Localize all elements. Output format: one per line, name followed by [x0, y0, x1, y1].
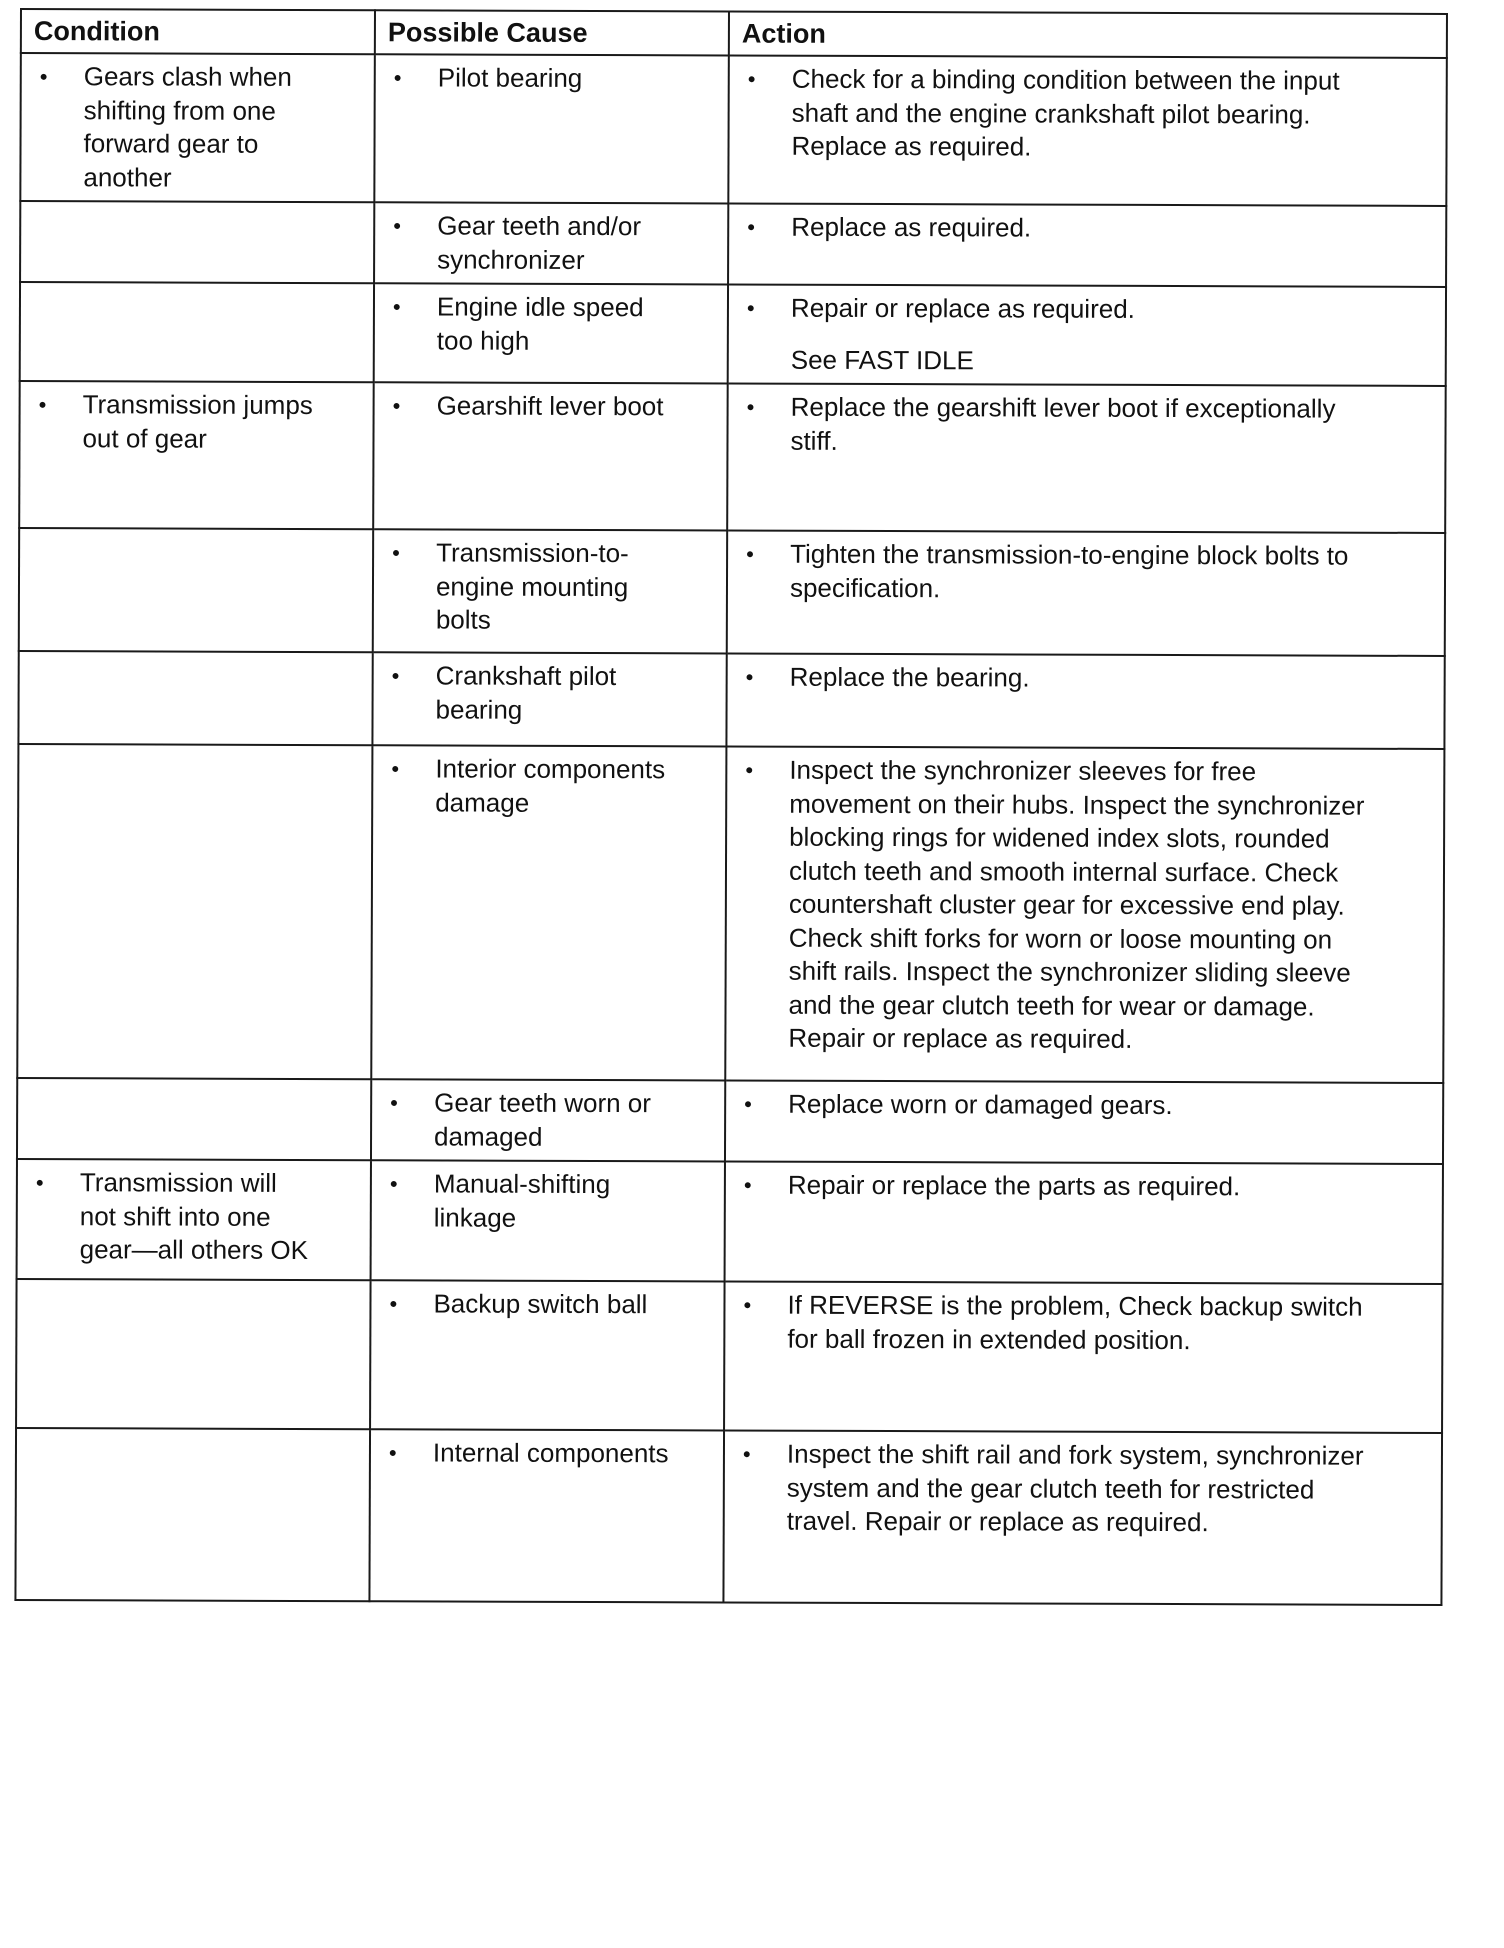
table-row: [15, 1428, 1442, 1605]
possible-cause-cell: [370, 1280, 725, 1430]
header-condition: Condition: [21, 9, 375, 54]
possible-cause-cell: [369, 1429, 724, 1602]
bullet-icon: •: [746, 541, 754, 567]
possible-cause-text: Gear teeth worn or damaged: [434, 1087, 652, 1152]
possible-cause-cell: [373, 529, 727, 653]
condition-item: [33, 60, 361, 195]
action-text: If REVERSE is the problem, Check backup switch for ball frozen in extended position.: [787, 1289, 1363, 1355]
bullet-icon: •: [391, 663, 400, 689]
action-item: [737, 1289, 1429, 1358]
condition-cell: [20, 282, 374, 382]
condition-cell: [20, 53, 375, 202]
action-text: Replace worn or damaged gears.: [788, 1088, 1173, 1121]
possible-cause-cell: [371, 1079, 725, 1161]
action-cell: [723, 1430, 1442, 1605]
possible-cause-text: Gearshift lever boot: [436, 390, 664, 422]
action-item: [740, 538, 1432, 607]
condition-cell: [17, 1078, 371, 1160]
bullet-icon: •: [389, 1171, 398, 1197]
action-cell: [726, 653, 1444, 749]
action-cell: [725, 1161, 1443, 1284]
action-cell: [725, 1080, 1443, 1164]
possible-cause-text: Crankshaft pilot bearing: [435, 660, 617, 725]
condition-cell: [16, 1279, 371, 1429]
possible-cause-item: [384, 1086, 712, 1154]
action-see-note: See FAST IDLE: [790, 344, 974, 375]
possible-cause-item: [387, 389, 715, 424]
possible-cause-text: Gear teeth and/or synchronizer: [437, 210, 642, 275]
possible-cause-cell: [371, 745, 726, 1080]
bullet-icon: •: [35, 1170, 44, 1196]
possible-cause-text: Engine idle speed too high: [436, 291, 644, 356]
table-row: [16, 1279, 1443, 1433]
bullet-icon: •: [743, 1292, 752, 1318]
possible-cause-item: [385, 659, 713, 727]
condition-cell: [19, 528, 373, 652]
bullet-icon: •: [746, 295, 755, 321]
action-cell: [727, 530, 1445, 656]
bullet-icon: •: [392, 540, 400, 566]
action-text: Replace the bearing.: [789, 661, 1030, 693]
condition-cell: [17, 1159, 371, 1280]
action-cell: [728, 203, 1446, 287]
action-item: [737, 1438, 1429, 1541]
bullet-icon: •: [392, 294, 401, 320]
bullet-icon: •: [389, 1291, 398, 1317]
bullet-icon: •: [393, 213, 401, 239]
condition-cell: [20, 201, 374, 283]
bullet-icon: •: [744, 1091, 752, 1117]
possible-cause-item: [386, 536, 714, 638]
possible-cause-item: [388, 61, 716, 96]
condition-text: Transmission will not shift into one gear—all others OK: [79, 1167, 309, 1266]
condition-text: Transmission jumps out of gear: [82, 389, 313, 454]
possible-cause-cell: [374, 283, 728, 383]
action-cell: [724, 1281, 1443, 1433]
action-text: Repair or replace the parts as required.: [787, 1169, 1241, 1202]
condition-cell: [18, 651, 372, 745]
table-row: [19, 528, 1445, 656]
bullet-icon: •: [388, 1440, 397, 1466]
possible-cause-item: [383, 1436, 711, 1471]
bullet-icon: •: [742, 1441, 751, 1467]
possible-cause-cell: [371, 1160, 725, 1281]
possible-cause-item: [385, 752, 713, 820]
possible-cause-text: Interior components damage: [435, 753, 666, 818]
table-row: [19, 381, 1446, 533]
possible-cause-cell: [374, 202, 728, 284]
condition-cell: [17, 744, 372, 1079]
possible-cause-text: Backup switch ball: [433, 1288, 648, 1320]
action-cell: [728, 55, 1447, 206]
table-row: [18, 651, 1444, 749]
action-item: [741, 292, 1433, 328]
possible-cause-text: Manual-shifting linkage: [433, 1168, 611, 1233]
table-row: [20, 53, 1447, 206]
action-cell: [728, 284, 1446, 386]
possible-cause-text: Internal components: [432, 1437, 669, 1469]
condition-item: [30, 1166, 358, 1268]
possible-cause-item: [384, 1167, 712, 1235]
bullet-icon: •: [745, 757, 754, 783]
action-item: [740, 661, 1432, 697]
possible-cause-item: [387, 290, 715, 358]
bullet-icon: •: [745, 664, 754, 690]
condition-cell: [15, 1428, 370, 1601]
possible-cause-text: Transmission-to- engine mounting bolts: [435, 537, 629, 635]
header-row: [21, 9, 1447, 58]
action-item: [741, 211, 1433, 247]
action-item: [740, 391, 1432, 460]
table-row: [17, 1159, 1443, 1284]
possible-cause-cell: [373, 382, 728, 530]
action-item: [738, 754, 1431, 1058]
action-text: Repair or replace as required.: [790, 292, 1135, 324]
action-cell: [727, 383, 1446, 533]
bullet-icon: •: [746, 394, 755, 420]
bullet-icon: •: [391, 756, 400, 782]
condition-cell: [19, 381, 374, 529]
action-text: Tighten the transmission-to-engine block bolts to specification.: [789, 538, 1349, 603]
bullet-icon: •: [39, 64, 48, 90]
bullet-icon: •: [393, 65, 402, 91]
action-text: Check for a binding condition between the input shaft and the engine crankshaft pilot bearing. Replace as required.: [791, 63, 1340, 162]
bullet-icon: •: [747, 66, 756, 92]
table-row: [17, 1078, 1443, 1164]
bullet-icon: •: [390, 1090, 398, 1116]
action-item: [741, 63, 1433, 166]
bullet-icon: •: [743, 1172, 752, 1198]
action-text: Replace the gearshift lever boot if exceptionally stiff.: [790, 391, 1336, 456]
condition-item: [32, 388, 360, 456]
bullet-icon: •: [392, 393, 401, 419]
bullet-icon: •: [38, 392, 47, 418]
bullet-icon: •: [747, 214, 755, 240]
action-item: [738, 1169, 1430, 1205]
diagnosis-table: [14, 8, 1448, 1606]
action-text: Inspect the shift rail and fork system, synchronizer system and the gear clutch teeth for restricted travel. Repair or replace as required.: [786, 1438, 1364, 1538]
possible-cause-item: [383, 1287, 711, 1322]
possible-cause-cell: [372, 652, 726, 746]
header-action: Action: [729, 11, 1447, 58]
condition-text: Gears clash when shifting from one forward gear to another: [83, 61, 292, 193]
action-cell: [725, 746, 1444, 1083]
action-text: Replace as required.: [791, 211, 1032, 243]
action-text: Inspect the synchronizer sleeves for free movement on their hubs. Inspect the synchronizer blocking rings for widened index slots, rounded clutch teeth and smooth internal surface. Check countershaft cluster gear for excessive end play. Check shift forks for worn or loose mounting on shift rails. Inspect the synchronizer sliding sleeve and the gear clutch teeth for wear or damage. Repair or replace as required.: [788, 754, 1365, 1054]
header-possible-cause: Possible Cause: [375, 10, 729, 55]
possible-cause-cell: [374, 54, 729, 203]
table-row: [20, 282, 1446, 386]
possible-cause-text: Pilot bearing: [437, 62, 583, 93]
action-item: [738, 1088, 1430, 1124]
table-row: [20, 201, 1446, 287]
table-body: [15, 53, 1446, 1605]
possible-cause-item: [387, 209, 715, 277]
table-row: [17, 744, 1444, 1083]
